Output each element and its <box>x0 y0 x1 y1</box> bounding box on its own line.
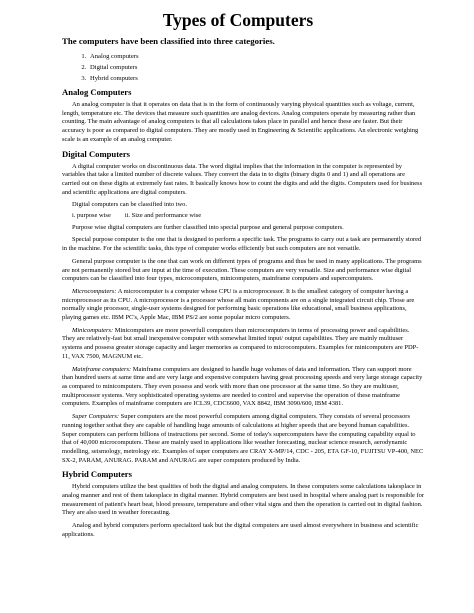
list-item: 1. Analog computers <box>88 51 424 62</box>
mainframe-term: Mainframe computers: <box>72 365 132 373</box>
digital-paragraph-1: A digital computer works on discontinuous data. The word digital implies that the information in the computer is represented by variables that take a limited number of discrete values. They convert the data in to digits (binary digits 0 and 1) and all operations are carried out on these digits at extremely fast rates. It basically knows how to count the digits and add the digits. Computers used for business and scientific applications are digital computers. <box>62 162 423 196</box>
minicomputers-term: Minicomputers: <box>72 326 114 334</box>
hybrid-paragraph-2: Analog and hybrid computers perform specialized task but the digital computers are used almost everywhere in business and scientific applications. <box>62 522 419 538</box>
digital-paragraph-2: Purpose wise digital computers are further classified into special purpose and general purpose computers. <box>72 223 344 231</box>
mainframe-text: Mainframe computers are designed to handle huge volumes of data and information. They can support more than hundred users at same time and are very large and expensive computers having great processing speeds and very large storage capacity as compared to minicomputers. They even possess and work with more than one processor at the same time. So they are multiuser, multiprocessor systems. Very sophisticated operating systems are needed to control and supervise the operation of these mainframe computers. Examples of mainframe computers are ICL39, CDC6600, VAX 8842, IBM 3090/600, IBM 4381. <box>62 365 423 408</box>
intro-line: The computers have been classified into three categories. <box>62 36 275 46</box>
supercomputers-term: Super Computers: <box>72 413 120 421</box>
digital-heading: Digital Computers <box>62 148 131 159</box>
mainframe-paragraph <box>62 366 424 410</box>
supercomputers-paragraph <box>62 413 424 465</box>
category-list <box>88 51 424 84</box>
digital-classified-line: Digital computers can be classified into two. <box>72 201 187 209</box>
digital-types <box>72 212 424 221</box>
microcomputers-paragraph <box>62 288 424 323</box>
hybrid-heading: Hybrid Computers <box>62 469 132 480</box>
list-item: 3. Hybrid computers <box>88 73 424 84</box>
digital-type-purpose: i. purpose wise <box>72 212 111 220</box>
microcomputers-term: Microcomputers: <box>72 287 117 295</box>
digital-type-size: ii. Size and performance wise <box>124 212 202 220</box>
minicomputers-text: Minicomputers are more powerfull computers than microcomputers in terms of processing power and capabilities. They are relatively-fast but small inexpensive computer with somewhat limited input/ output capabilities. They are mainly multiuser systems and possess greater storage capacity and larger memories as compared to microcomputers. Examples for minicomputers are PDP-11, VAX 7500, MAGNUM etc. <box>62 326 419 360</box>
general-purpose-paragraph: General purpose computer is the one that can work on different types of programs and thus be used in many applications. The programs are not permanently stored but are input at the time of execution. These computers are very versatile. Size and performance wise digital computers can be classified into four types, microcomputers, minicomputers, mainframe computers and supercomputers. <box>62 257 422 283</box>
hybrid-paragraph-1: Hybrid computers utilize the best qualities of both the digital and analog computers. In these computers some calculations takesplace in analog manner and rest of them takesplace in digital manner. Hybrid computers are best used in hospital where analog part is responsible for measurement of patient's heart beat, blood pressure, temperature and other vital signs and then the operation is carried out in digital fashion. They are also used in weather forecasting. <box>62 483 424 517</box>
page-title: Types of Computers <box>162 10 314 30</box>
analog-heading: Analog Computers <box>62 87 132 97</box>
special-purpose-paragraph: Special purpose computer is the one that is designed to perform a specific task. The programs to carry out a task are permanently stored in the machine. For the scientific tasks, this type of computer works efficiently but such computers are not versatile. <box>62 236 422 253</box>
analog-paragraph: An analog computer is that it operates on data that is in the form of continuously varying physical quantities such as voltage, current, length, temperature etc. The devices that measure such quantities are analog devices. Analog computers operate by measuring rather than counting. The main advantage of analog computers is that all calculations takes place in parallel and hence these are faster. But their accuracy is poor as compared to digital computers. They are mostly used in Engineering & Scientific applications. An electronic weighing scale is an example of an analog computer. <box>62 101 419 143</box>
supercomputers-text: Super computers are the most powerful computers among digital computers. They consists of several processors running together sothat they are capable of handling huge amounts of calculations at higher speeds that are beyond human capabilities. Super computers can perform billions of instructions per second. Some of today's supercomputers have the computing capability equal to that of 40,000 microcomputers. These are mainly used in applications like weather forecasting, nuclear science research, aerodynamic modelling, seismology, metrology etc. Examples of super computers are CRAY X-MP/14, CDC - 205, ETA GF-10, FUJITSU VP-400, NEC SX-2, PARAM, ANURAG. PARAM and ANURAG are super computers produced by India. <box>62 413 424 464</box>
minicomputers-paragraph <box>62 327 424 362</box>
microcomputers-text: A microcomputer is a computer whose CPU is a microprocessor. It is the smallest category of computer having a microprocessor as its CPU. A microprocessor is a processor whose all main components are on a single integrated circuit chip. Those are normally single processor, single-user systems designed for performing basic operations like educational, small business applications, playing games etc. IBM PC's, Apple Mac, IBM PS/2 are some popular micro computers. <box>62 287 415 322</box>
list-item: 2. Digital computers <box>88 62 424 73</box>
